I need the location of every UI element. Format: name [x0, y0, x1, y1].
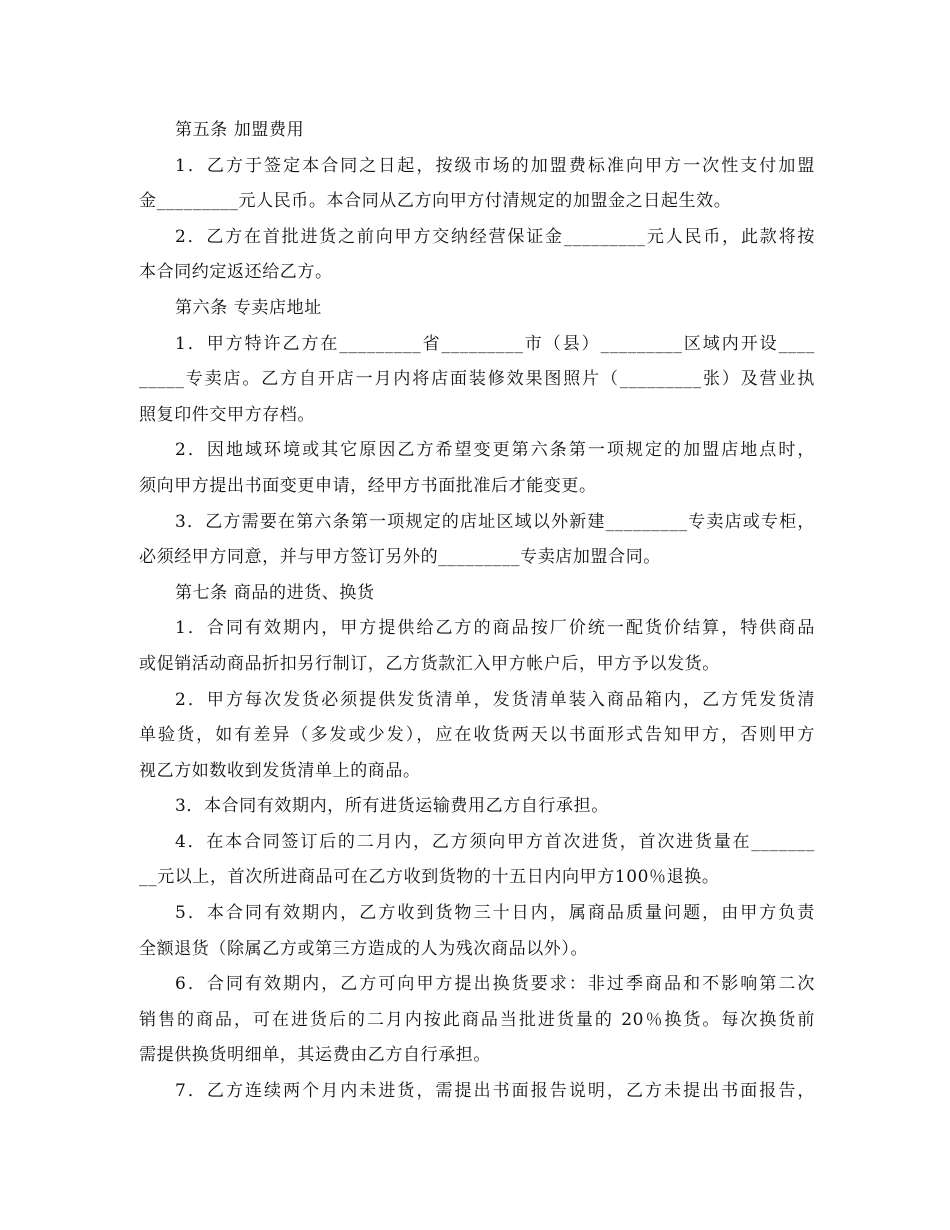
- text-line: 照复印件交甲方存档。: [139, 404, 315, 425]
- text-line: 5．本合同有效期内，乙方收到货物三十日内，属商品质量问题，由甲方负责: [175, 903, 815, 924]
- text-line: 全额退货（除属乙方或第三方造成的人为残次商品以外）。: [139, 938, 589, 959]
- text-line: 须向甲方提出书面变更申请，经甲方书面批准后才能变更。: [139, 475, 597, 496]
- text-line: 或促销活动商品折扣另行制订，乙方货款汇入甲方帐户后，甲方予以发货。: [139, 653, 720, 674]
- text-line: 3．乙方需要在第六条第一项规定的店址区域以外新建_________专卖店或专柜，: [175, 511, 815, 532]
- text-line: 3．本合同有效期内，所有进货运输费用乙方自行承担。: [175, 796, 609, 817]
- text-line: 第五条 加盟费用: [175, 120, 305, 140]
- text-line: 本合同约定返还给乙方。: [139, 262, 333, 283]
- text-line: __元以上，首次所进商品可在乙方收到货物的十五日内向甲方100％退换。: [139, 867, 720, 888]
- text-line: 2．甲方每次发货必须提供发货清单，发货清单装入商品箱内，乙方凭发货清: [175, 689, 815, 710]
- text-line: 必须经甲方同意，并与甲方签订另外的_________专卖店加盟合同。: [139, 547, 661, 568]
- document-page: [139, 113, 815, 1110]
- text-line: 7．乙方连续两个月内未进货，需提出书面报告说明，乙方未提出书面报告，: [175, 1081, 815, 1102]
- text-line: _____专卖店。乙方自开店一月内将店面装修效果图照片（_________张）及营业执: [139, 369, 815, 390]
- text-line: 第七条 商品的进货、换货: [175, 582, 375, 603]
- text-line: 1．乙方于签定本合同之日起，按级市场的加盟费标准向甲方一次性支付加盟: [175, 155, 815, 176]
- text-line: 金_________元人民币。本合同从乙方向甲方付清规定的加盟金之日起生效。: [139, 191, 732, 212]
- text-line: 6．合同有效期内，乙方可向甲方提出换货要求：非过季商品和不影响第二次: [175, 974, 815, 995]
- text-line: 2．乙方在首批进货之前向甲方交纳经营保证金_________元人民币，此款将按: [175, 226, 815, 247]
- text-line: 销售的商品，可在进货后的二月内按此商品当批进货量的 20％换货。每次换货前: [139, 1009, 815, 1030]
- text-line: 4．在本合同签订后的二月内，乙方须向甲方首次进货，首次进货量在_______: [175, 831, 815, 852]
- text-line: 1．合同有效期内，甲方提供给乙方的商品按厂价统一配货价结算，特供商品: [175, 618, 815, 639]
- text-line: 2．因地域环境或其它原因乙方希望变更第六条第一项规定的加盟店地点时，: [175, 440, 815, 461]
- text-line: 需提供换货明细单，其运费由乙方自行承担。: [139, 1045, 491, 1066]
- text-line: 单验货，如有差异（多发或少发），应在收货两天以书面形式告知甲方，否则甲方: [139, 725, 815, 746]
- text-line: 1．甲方特许乙方在_________省_________市（县）_________区域内开设____: [175, 333, 815, 354]
- text-line: 视乙方如数收到发货清单上的商品。: [139, 760, 421, 781]
- text-line: 第六条 专卖店地址: [175, 297, 322, 318]
